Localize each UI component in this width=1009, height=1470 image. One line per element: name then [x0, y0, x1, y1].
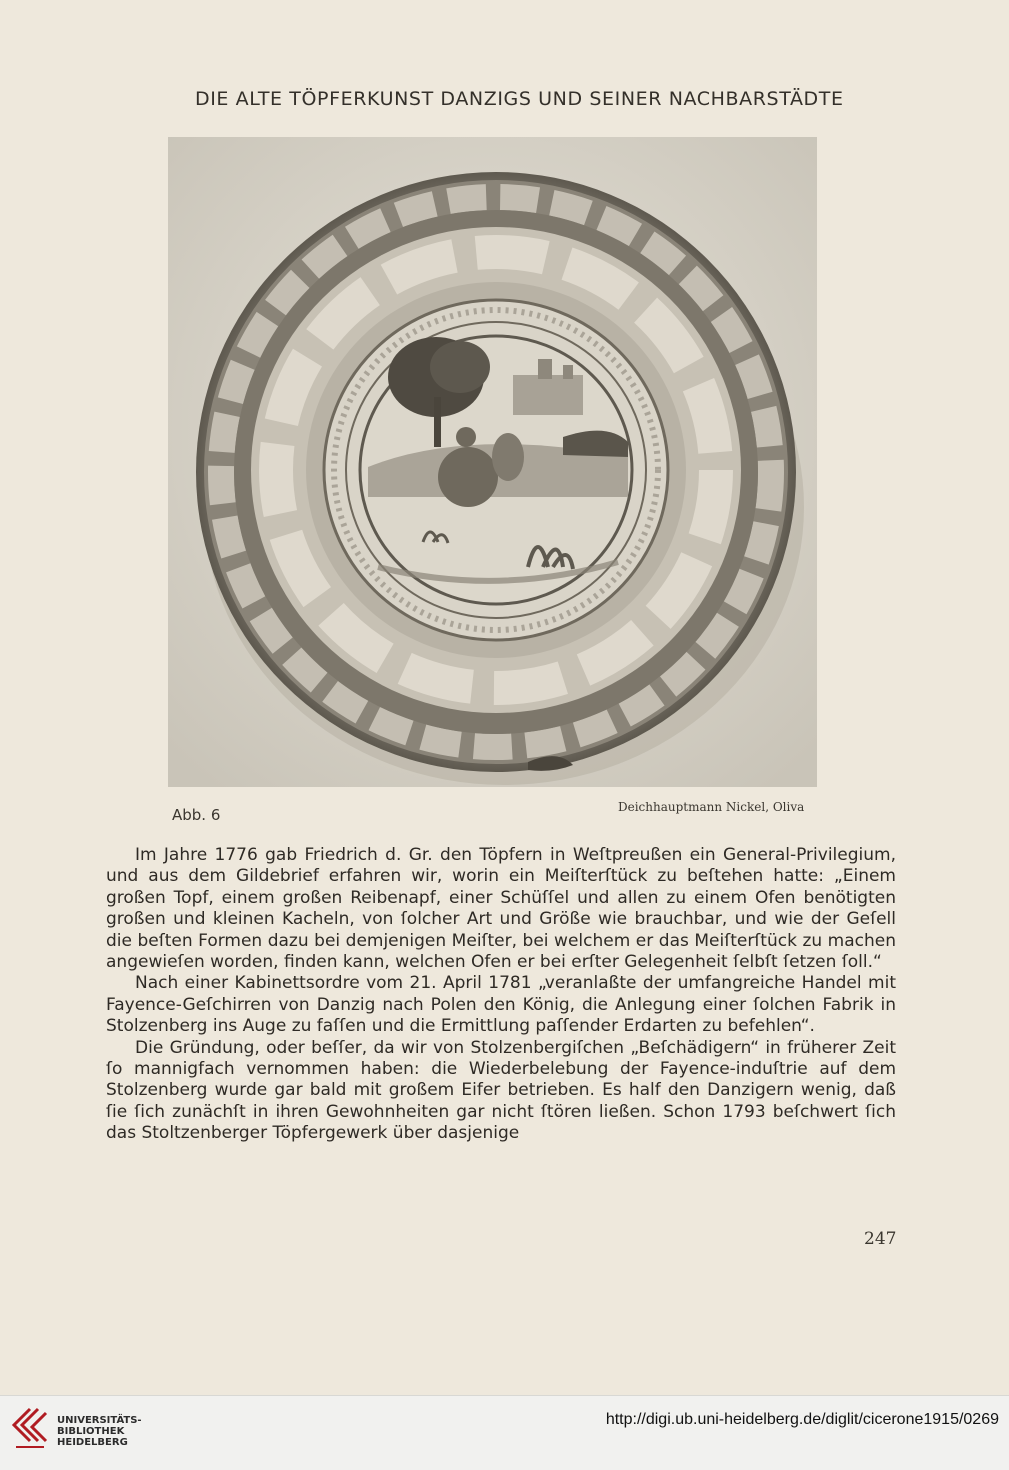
running-head: DIE ALTE TÖPFERKUNST DANZIGS UND SEINER NACHBARSTÄDTE [195, 88, 844, 110]
body-text [106, 845, 896, 1145]
library-logo-icon [10, 1405, 50, 1451]
figure-plate-photo [168, 137, 817, 787]
library-name-line: BIBLIOTHEK [57, 1426, 125, 1437]
paragraph: Im Jahre 1776 gab Friedrich d. Gr. den Töpfern in Weſtpreußen ein General-Privilegium, und aus dem Gildebrief erfahren wir, worin ein Meiſterſtück zu beſtehen hatte: „Einem großen Topf, einem großen Reibenapf, einer Schüſſel und allen zu einem Ofen benötigten großen und kleinen Kacheln, von ſolcher Art und Größe wie brauchbar, und wie der Geſell die beſten Formen dazu bei demjenigen Meiſter, bei welchem er das Meiſterſtück zu machen angewieſen worden, finden kann, welchen Ofen er bei erſter Gelegenheit ſelbſt ſetzen ſoll.“ [106, 845, 896, 973]
figure-label: Abb. 6 [172, 806, 221, 824]
figure-credit: Deichhauptmann Nickel, Oliva [618, 800, 805, 814]
faience-dish-illustration [168, 137, 817, 787]
paragraph: Die Gründung, oder beſſer, da wir von Stolzenbergiſchen „Beſchädigern“ in früherer Zeit ſo mannigfach vernommen haben: die Wiederbelebung der Fayence-induſtrie auf dem Stolzenberg wurde gar bald mit großem Eifer betrieben. Es half den Danzigern wenig, daß ſie ſich zunächſt in ihren Gewohnheiten gar nicht ſtören ließen. Schon 1793 beſchwert ſich das Stoltzenberger Töpfergewerk über dasjenige [106, 1037, 896, 1144]
page-number: 247 [864, 1229, 897, 1249]
library-name-line: HEIDELBERG [57, 1437, 128, 1448]
source-url-link[interactable]: http://digi.ub.uni-heidelberg.de/diglit/cicerone1915/0269 [605, 1411, 999, 1428]
library-name [57, 1415, 142, 1448]
library-name-line: UNIVERSITÄTS- [57, 1415, 142, 1426]
digitization-footer [0, 1395, 1009, 1470]
paragraph: Nach einer Kabinettsordre vom 21. April 1781 „veranlaßte der umfangreiche Handel mit Fayence-Geſchirren von Danzig nach Polen den König, die Anlegung einer ſolchen Fabrik in Stolzenberg ins Auge zu faſſen und die Ermittlung paſſender Erdarten zu befehlen“. [106, 973, 896, 1037]
